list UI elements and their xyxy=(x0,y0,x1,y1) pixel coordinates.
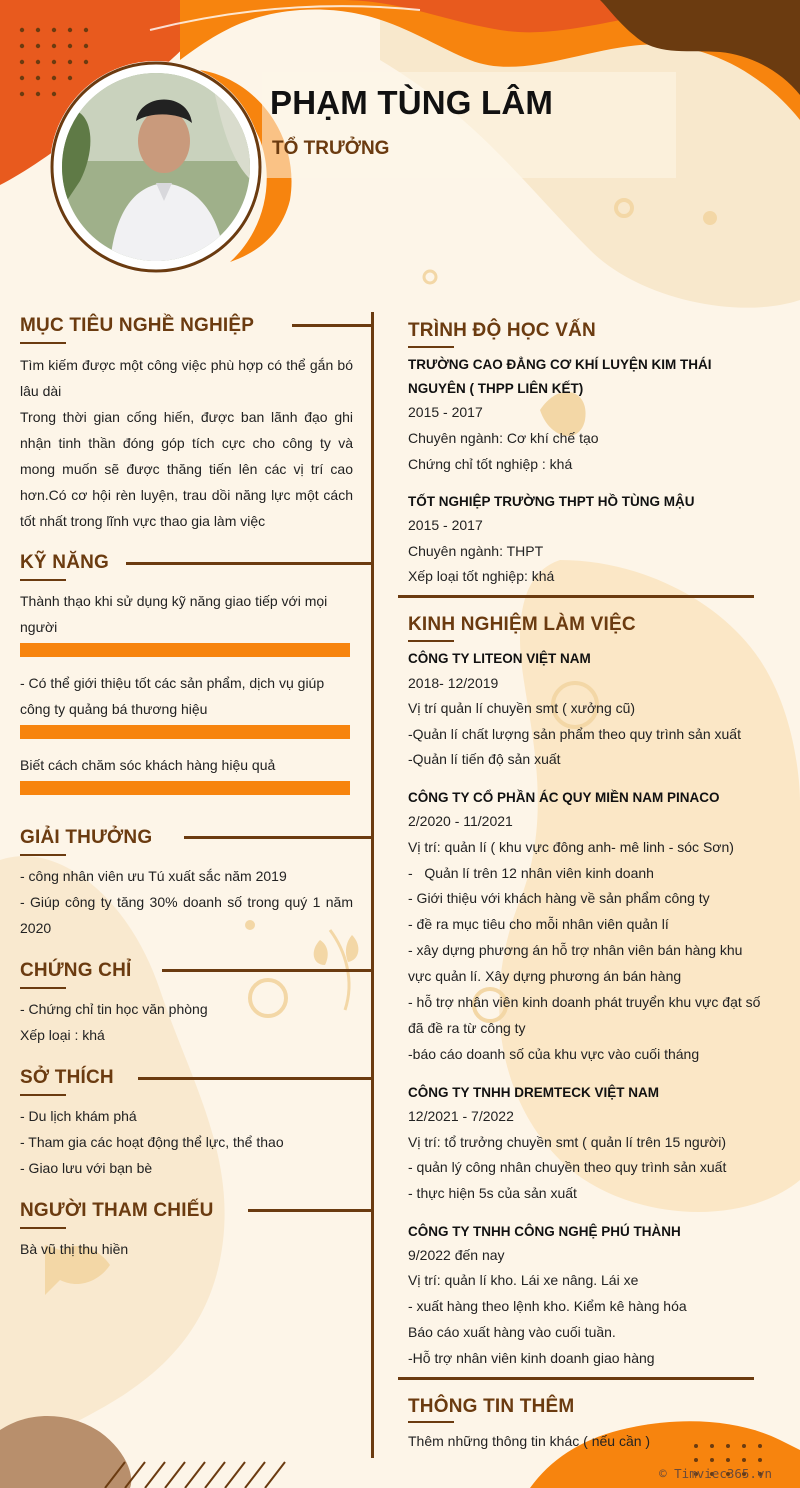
job-detail: Vị trí: quản lí kho. Lái xe nâng. Lái xe xyxy=(408,1272,639,1288)
job-detail: 2/2020 - 11/2021 xyxy=(408,813,513,829)
reference-item: Bà vũ thị thu hiền xyxy=(20,1241,129,1257)
heading-underline xyxy=(408,1421,454,1423)
skill-item-text: Biết cách chăm sóc khách hàng hiệu quả xyxy=(20,757,276,773)
education-detail: 2015 - 2017 xyxy=(408,517,483,533)
skill-bar-fill xyxy=(20,643,350,657)
heading-rule xyxy=(162,969,374,972)
heading-experience: KINH NGHIỆM LÀM VIỆC xyxy=(408,614,636,635)
job-detail: -Quản lí tiến độ sản xuất xyxy=(408,751,561,767)
skill-level-bar xyxy=(20,643,350,657)
heading-rule xyxy=(292,324,374,327)
skill-item-text: - Có thể giới thiệu tốt các sản phẩm, dịch vụ giúp công ty quảng bá thương hiệu xyxy=(20,675,325,717)
certificate-item: Xếp loại : khá xyxy=(20,1027,105,1043)
job-detail: Báo cáo xuất hàng vào cuối tuần. xyxy=(408,1324,616,1340)
career-objective-text: Tìm kiếm được một công việc phù hợp có thể gắn bó lâu dài Trong thời gian cống hiến, được ban lãnh đạo ghi nhận tinh thần đóng góp tích cực cho công ty và mong muốn sẽ được thăng tiến lên các vị trí cao hơn.Có cơ hội rèn luyện, trau dồi năng lực một cách tốt nhất trong lĩnh vực thao gia làm việc xyxy=(20,357,353,529)
job-detail: 2018- 12/2019 xyxy=(408,675,499,691)
heading-rule xyxy=(126,562,374,565)
company-name: CÔNG TY LITEON VIỆT NAM xyxy=(408,651,591,666)
heading-underline xyxy=(20,854,66,856)
education-detail: Chứng chỉ tốt nghiệp : khá xyxy=(408,456,573,472)
job-detail: -báo cáo doanh số của khu vực vào cuối tháng xyxy=(408,1046,700,1062)
job-detail: - quản lý công nhân chuyền theo quy trình sản xuất xyxy=(408,1159,727,1175)
company-name: CÔNG TY TNHH CÔNG NGHỆ PHÚ THÀNH xyxy=(408,1224,681,1239)
skill-level-bar xyxy=(20,725,350,739)
school-name: TRƯỜNG CAO ĐẲNG CƠ KHÍ LUYỆN KIM THÁI NGUYÊN ( THPP LIÊN KẾT) xyxy=(408,357,712,396)
heading-rule xyxy=(248,1209,374,1212)
heading-career-objective: MỤC TIÊU NGHỀ NGHIỆP xyxy=(20,315,255,336)
job-detail: -Hỗ trợ nhân viên kinh doanh giao hàng xyxy=(408,1350,655,1366)
hobby-item: - Tham gia các hoạt động thể lực, thể thao xyxy=(20,1134,284,1150)
school-name: TỐT NGHIỆP TRƯỜNG THPT HỒ TÙNG MẬU xyxy=(408,494,695,509)
education-detail: Xếp loại tốt nghiệp: khá xyxy=(408,568,555,584)
hobby-item: - Giao lưu với bạn bè xyxy=(20,1160,153,1176)
heading-hobbies: SỞ THÍCH xyxy=(20,1067,114,1088)
skill-item-text: Thành thạo khi sử dụng kỹ năng giao tiếp với mọi người xyxy=(20,593,328,635)
heading-underline xyxy=(20,579,66,581)
education-detail: Chuyên ngành: Cơ khí chế tạo xyxy=(408,430,599,446)
watermark: © Timviec365.vn xyxy=(659,1466,772,1481)
heading-underline xyxy=(408,346,454,348)
job-detail: - đề ra mục tiêu cho mỗi nhân viên quản lí xyxy=(408,916,669,932)
heading-awards: GIẢI THƯỞNG xyxy=(20,827,153,848)
job-detail: - xây dựng phương án hỗ trợ nhân viên bán hàng khu vực quản lí. Xây dựng phương án bán hàng xyxy=(408,942,743,984)
hobby-item: - Du lịch khám phá xyxy=(20,1108,137,1124)
job-detail: - Giới thiệu với khách hàng về sản phẩm công ty xyxy=(408,890,710,906)
skill-bar-fill xyxy=(20,725,350,739)
job-detail: - hỗ trợ nhân viên kinh doanh phát truyển khu vực đạt số đã đề ra từ công ty xyxy=(408,994,761,1036)
award-item: - công nhân viên ưu Tú xuất sắc năm 2019 xyxy=(20,868,287,884)
job-detail: 9/2022 đến nay xyxy=(408,1247,505,1263)
job-detail: - thực hiện 5s của sản xuất xyxy=(408,1185,577,1201)
skill-bar-fill xyxy=(20,781,350,795)
candidate-name: PHẠM TÙNG LÂM xyxy=(270,84,554,121)
heading-references: NGƯỜI THAM CHIẾU xyxy=(20,1200,214,1221)
job-detail: Vị trí: tổ trưởng chuyền smt ( quản lí trên 15 người) xyxy=(408,1134,727,1150)
job-detail: Vị trí quản lí chuyền smt ( xưởng cũ) xyxy=(408,700,636,716)
education-detail: Chuyên ngành: THPT xyxy=(408,543,544,559)
heading-underline xyxy=(20,987,66,989)
more-info-text: Thêm những thông tin khác ( nếu cần ) xyxy=(408,1433,651,1449)
heading-certificates: CHỨNG CHỈ xyxy=(20,960,132,981)
job-detail: - Quản lí trên 12 nhân viên kinh doanh xyxy=(408,865,654,881)
heading-more-info: THÔNG TIN THÊM xyxy=(408,1396,575,1417)
education-detail: 2015 - 2017 xyxy=(408,404,483,420)
skill-level-bar xyxy=(20,781,350,795)
job-detail: Vị trí: quản lí ( khu vực đông anh- mê linh - sóc Sơn) xyxy=(408,839,734,855)
heading-rule xyxy=(184,836,374,839)
section-divider xyxy=(398,595,754,598)
candidate-title: TỔ TRƯỞNG xyxy=(272,138,390,159)
job-detail: - xuất hàng theo lệnh kho. Kiểm kê hàng hóa xyxy=(408,1298,687,1314)
certificate-item: - Chứng chỉ tin học văn phòng xyxy=(20,1001,208,1017)
company-name: CÔNG TY TNHH DREMTECK VIỆT NAM xyxy=(408,1085,660,1100)
avatar xyxy=(60,71,252,263)
heading-underline xyxy=(20,1094,66,1096)
job-detail: -Quản lí chất lượng sản phẩm theo quy trình sản xuất xyxy=(408,726,741,742)
heading-underline xyxy=(20,342,66,344)
award-item: - Giúp công ty tăng 30% doanh số trong quý 1 năm 2020 xyxy=(20,894,353,936)
heading-underline xyxy=(20,1227,66,1229)
heading-skills: KỸ NĂNG xyxy=(20,552,110,573)
job-detail: 12/2021 - 7/2022 xyxy=(408,1108,514,1124)
heading-education: TRÌNH ĐỘ HỌC VẤN xyxy=(408,320,596,341)
section-divider xyxy=(398,1377,754,1380)
heading-underline xyxy=(408,640,454,642)
company-name: CÔNG TY CỔ PHẦN ÁC QUY MIỀN NAM PINACO xyxy=(408,790,720,805)
heading-rule xyxy=(138,1077,374,1080)
